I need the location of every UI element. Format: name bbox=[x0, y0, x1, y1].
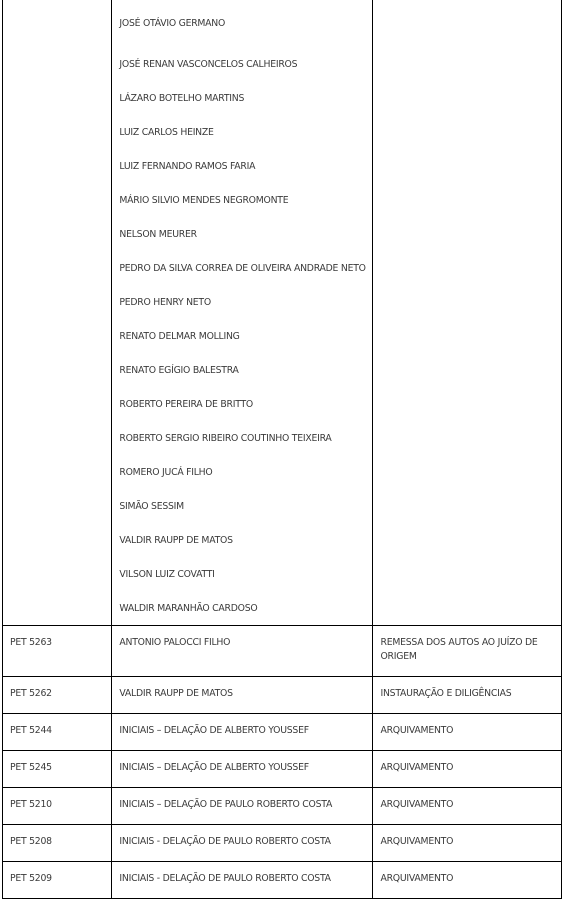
decision-cell: ARQUIVAMENTO bbox=[373, 788, 562, 825]
decision-cell: ARQUIVAMENTO bbox=[373, 751, 562, 788]
investigated-cell: INICIAIS – DELAÇÃO DE ALBERTO YOUSSEF bbox=[112, 751, 373, 788]
process-cell: PET 5209 bbox=[3, 862, 112, 899]
table-row bbox=[3, 825, 562, 862]
continuation-decision-cell bbox=[373, 0, 562, 626]
process-cell: PET 5210 bbox=[3, 788, 112, 825]
investigated-name: ROMERO JUCÁ FILHO bbox=[119, 467, 213, 478]
table-row bbox=[3, 751, 562, 788]
investigated-name: LUIZ FERNANDO RAMOS FARIA bbox=[119, 161, 256, 172]
investigated-name: ROBERTO PEREIRA DE BRITTO bbox=[119, 399, 253, 410]
continuation-process-cell bbox=[3, 0, 112, 626]
decision-cell: ARQUIVAMENTO bbox=[373, 825, 562, 862]
investigated-cell: INICIAIS - DELAÇÃO DE PAULO ROBERTO COSTA bbox=[112, 825, 373, 862]
investigated-name: JOSÉ RENAN VASCONCELOS CALHEIROS bbox=[119, 59, 298, 70]
table-row bbox=[3, 862, 562, 899]
investigated-name: RENATO DELMAR MOLLING bbox=[119, 331, 240, 342]
investigated-name: RENATO EGÍGIO BALESTRA bbox=[119, 365, 239, 376]
continuation-names-cell bbox=[112, 0, 373, 626]
investigated-name: JOSÉ OTÁVIO GERMANO bbox=[119, 18, 226, 29]
investigated-name: VALDIR RAUPP DE MATOS bbox=[119, 535, 233, 546]
table-row bbox=[3, 714, 562, 751]
investigated-cell: ANTONIO PALOCCI FILHO bbox=[112, 626, 373, 677]
process-cell: PET 5244 bbox=[3, 714, 112, 751]
petitions-table bbox=[2, 0, 562, 899]
investigated-name: LUIZ CARLOS HEINZE bbox=[119, 127, 214, 138]
investigated-name: WALDIR MARANHÃO CARDOSO bbox=[119, 603, 258, 614]
decision-cell: ARQUIVAMENTO bbox=[373, 714, 562, 751]
process-cell: PET 5208 bbox=[3, 825, 112, 862]
table-row bbox=[3, 626, 562, 677]
investigated-name: NELSON MEURER bbox=[119, 229, 197, 240]
investigated-cell: INICIAIS - DELAÇÃO DE PAULO ROBERTO COSTA bbox=[112, 862, 373, 899]
investigated-name: MÁRIO SILVIO MENDES NEGROMONTE bbox=[119, 195, 289, 206]
process-cell: PET 5245 bbox=[3, 751, 112, 788]
decision-cell: INSTAURAÇÃO E DILIGÊNCIAS bbox=[373, 677, 562, 714]
investigated-name: LÁZARO BOTELHO MARTINS bbox=[119, 93, 245, 104]
continuation-row bbox=[3, 0, 562, 626]
process-cell: PET 5262 bbox=[3, 677, 112, 714]
investigated-name: VILSON LUIZ COVATTI bbox=[119, 569, 215, 580]
investigated-cell: INICIAIS – DELAÇÃO DE ALBERTO YOUSSEF bbox=[112, 714, 373, 751]
investigated-cell: INICIAIS – DELAÇÃO DE PAULO ROBERTO COSTA bbox=[112, 788, 373, 825]
investigated-cell: VALDIR RAUPP DE MATOS bbox=[112, 677, 373, 714]
investigated-name: PEDRO DA SILVA CORREA DE OLIVEIRA ANDRADE NETO bbox=[119, 263, 366, 274]
investigated-name: ROBERTO SERGIO RIBEIRO COUTINHO TEIXEIRA bbox=[119, 433, 332, 444]
investigated-name: SIMÃO SESSIM bbox=[119, 501, 184, 512]
investigated-name: PEDRO HENRY NETO bbox=[119, 297, 211, 308]
process-cell: PET 5263 bbox=[3, 626, 112, 677]
decision-cell: REMESSA DOS AUTOS AO JUÍZO DE ORIGEM bbox=[373, 626, 562, 677]
table-body bbox=[3, 0, 562, 899]
decision-cell: ARQUIVAMENTO bbox=[373, 862, 562, 899]
table-row bbox=[3, 788, 562, 825]
table-row bbox=[3, 677, 562, 714]
